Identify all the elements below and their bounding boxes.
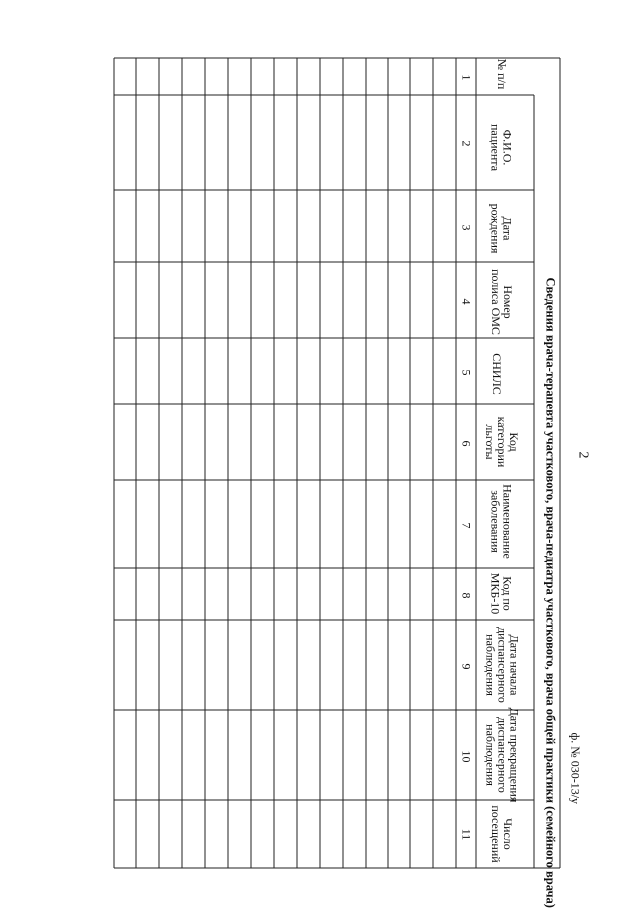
col-header-11: Число посещений — [489, 805, 515, 863]
col-number-6: 6 — [459, 440, 474, 447]
col-number-2: 2 — [459, 140, 474, 147]
col-header-2: Ф.И.О. пациента — [489, 123, 515, 172]
col-number-8: 8 — [459, 592, 474, 599]
col-header-1: № п/п — [495, 58, 509, 90]
col-number-7: 7 — [459, 522, 474, 529]
page-number: 2 — [575, 451, 591, 459]
col-header-4: Номер полиса ОМС — [489, 269, 515, 335]
col-header-8: Код по МКБ-10 — [489, 572, 515, 615]
col-header-3: Дата рождения — [489, 203, 515, 254]
col-number-5: 5 — [459, 369, 474, 376]
col-number-3: 3 — [459, 224, 474, 231]
col-header-9: Дата начала диспансерного наблюдения — [483, 627, 522, 703]
col-header-5: СНИЛС — [490, 353, 504, 395]
form-id: ф. № 030-13/у — [568, 732, 583, 805]
col-number-9: 9 — [459, 663, 474, 670]
col-number-10: 10 — [459, 750, 474, 763]
col-number-1: 1 — [459, 74, 474, 81]
col-header-10: Дата прекращения диспансерного наблюдения — [483, 707, 522, 803]
col-number-4: 4 — [459, 298, 474, 305]
col-header-7: Наименование заболевания — [489, 484, 515, 559]
col-number-11: 11 — [459, 828, 474, 841]
col-header-6: Код категории льготы — [483, 416, 521, 468]
table-heading: Сведения врача-терапевта участкового, врача-педиатра участкового, врача общей практики (семейного врача) — [543, 277, 558, 908]
